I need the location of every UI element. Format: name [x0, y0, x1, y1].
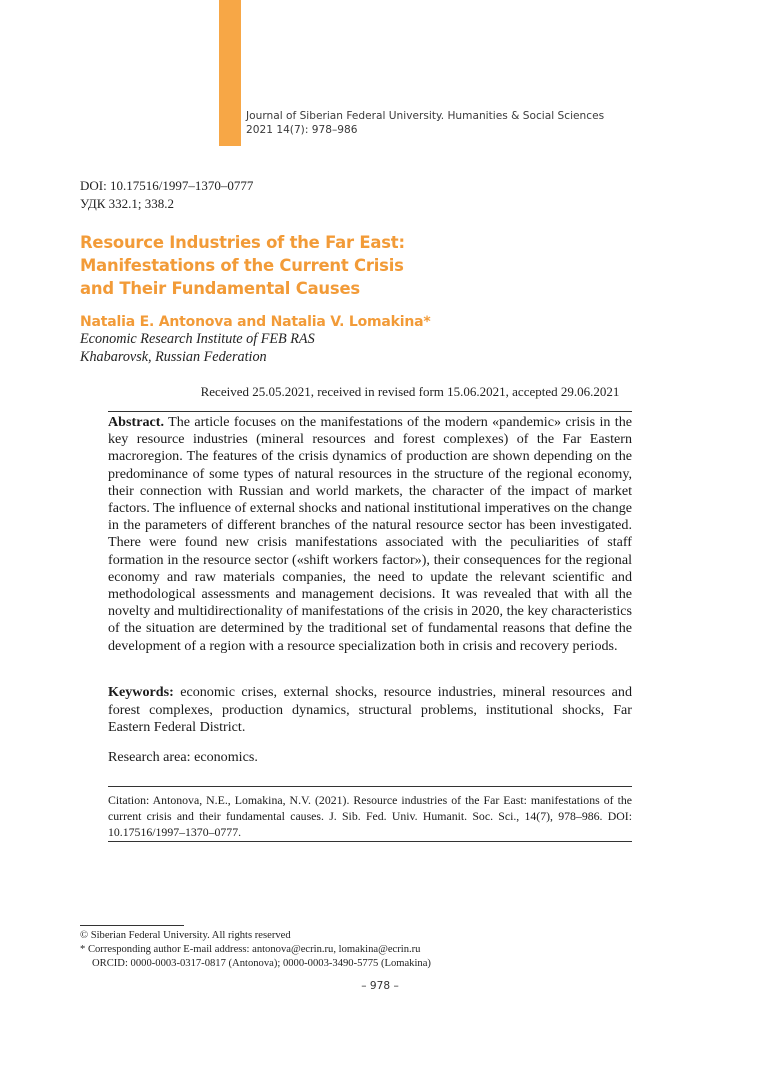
received-dates: Received 25.05.2021, received in revised form 15.06.2021, accepted 29.06.2021 [200, 384, 620, 399]
keywords [108, 684, 632, 737]
keywords-label: Keywords: [108, 684, 174, 700]
research-area: Research area: economics. [108, 749, 258, 765]
citation-bottom-rule [108, 841, 632, 842]
header-accent-bar [219, 0, 241, 146]
abstract-label: Abstract. [108, 414, 164, 430]
doi: DOI: 10.17516/1997–1370–0777 [80, 178, 254, 193]
abstract-text: The article focuses on the manifestations of the modern «pandemic» crisis in the key resource industries (mineral resources and forest complexes) of the Far Eastern macroregion. The features of the crisis dynamics of production are shown depending on the predominance of some types of natural resources in the structure of the regional economy, their connection with Russian and world markets, the character of the impact of market factors. The influence of external shocks and national institutional imperatives on the change in the parameters of different branches of the natural resource sector has been investigated. There were found new crisis manifestations associated with the peculiarities of staff formation in the resource sector («shift workers factor»), their consequences for the regional economy and raw materials companies, the need to update the relevant scientific and methodological assessments and management decisions. It was revealed that with all the novelty and multidirectionality of manifestations of the crisis in 2020, the key characteristics of the situation are determined by the traditional set of fundamental reasons that define the development of a region with a resource specialization both in crisis and recovery periods. [108, 414, 632, 654]
article-identifiers [80, 177, 253, 213]
title-line: Resource Industries of the Far East: [80, 233, 405, 252]
footnote-rule [80, 925, 184, 926]
copyright-note: © Siberian Federal University. All rights reserved [80, 930, 291, 941]
footnotes [80, 929, 431, 971]
title-line: Manifestations of the Current Crisis [80, 256, 404, 275]
abstract [108, 414, 632, 655]
article-title [80, 231, 500, 300]
citation-top-rule [108, 786, 632, 787]
udk: УДК 332.1; 338.2 [80, 196, 175, 211]
journal-issue: 2021 14(7): 978–986 [246, 124, 358, 136]
keywords-text: economic crises, external shocks, resource industries, mineral resources and forest complexes, production dynamics, structural problems, institutional shocks, Far Eastern Federal District. [108, 684, 632, 736]
journal-name: Journal of Siberian Federal University. Humanities & Social Sciences [246, 110, 605, 122]
corresponding-author-note: * Corresponding author E-mail address: antonova@ecrin.ru, lomakina@ecrin.ru [80, 944, 421, 955]
abstract-top-rule [108, 411, 632, 412]
authors: Natalia E. Antonova and Natalia V. Lomakina* [80, 314, 431, 330]
affiliation-location: Khabarovsk, Russian Federation [80, 349, 267, 365]
affiliation [80, 330, 315, 366]
citation: Citation: Antonova, N.E., Lomakina, N.V. (2021). Resource industries of the Far East: manifestations of the current crisis and their fundamental causes. J. Sib. Fed. Univ. Humanit. Soc. Sci., 14(7), 978–986. DOI: 10.17516/1997–1370–0777. [108, 793, 632, 839]
orcid-note: ORCID: 0000-0003-0317-0817 (Antonova); 0000-0003-3490-5775 (Lomakina) [92, 958, 431, 969]
title-line: and Their Fundamental Causes [80, 279, 360, 298]
journal-header [246, 109, 604, 137]
page-number: – 978 – [361, 980, 399, 992]
affiliation-institute: Economic Research Institute of FEB RAS [80, 331, 315, 347]
